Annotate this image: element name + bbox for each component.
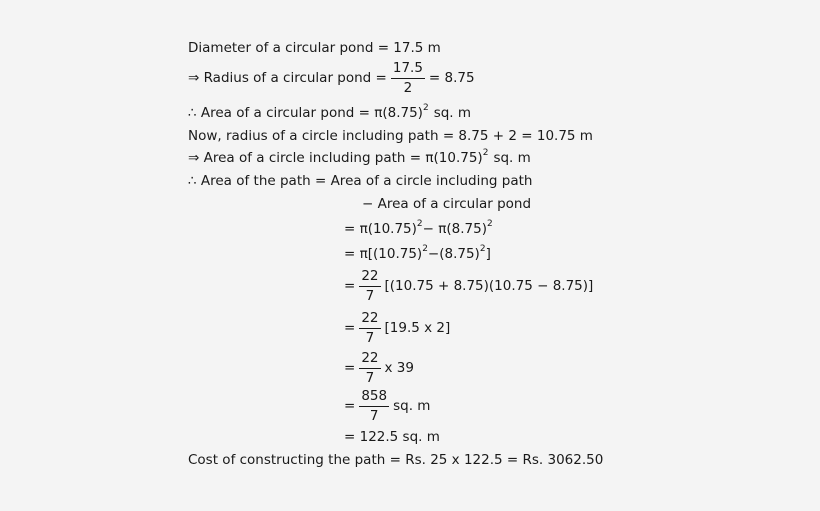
step-2-part-a: = π[(10.75) xyxy=(344,246,423,262)
step-2-part-c: ] xyxy=(485,246,491,262)
path-radius-text: Now, radius of a circle including path = 8.75 + 2 = 10.75 m xyxy=(188,128,593,144)
step-3-line xyxy=(344,270,593,303)
pond-area-label: ∴ Area of a circular pond = π(8.75) xyxy=(188,105,423,121)
step-2-part-b: −(8.75) xyxy=(427,246,480,262)
step-1-line: = π(10.75) $^2$ − π(8.75) $^2$ xyxy=(344,218,493,237)
path-area-continuation xyxy=(362,198,531,212)
step-2-line: = π[(10.75) $^2$ −(8.75) $^2$ ] xyxy=(344,243,491,262)
fraction-denominator: 2 xyxy=(403,79,413,96)
step-7-line xyxy=(344,431,440,445)
fraction-22-7 xyxy=(359,352,380,385)
fraction-22-7 xyxy=(359,270,380,303)
diameter-text: Diameter of a circular pond = 17.5 m xyxy=(188,40,441,56)
fraction-denominator: 7 xyxy=(369,407,379,424)
path-area-continuation-text: − Area of a circular pond xyxy=(362,196,532,212)
step-1-part-a: = π(10.75) xyxy=(344,221,417,237)
unit: sq. m xyxy=(433,105,472,121)
step-5-expression: x 39 xyxy=(384,359,414,376)
step-5-line xyxy=(344,352,414,385)
fraction-numerator: 17.5 xyxy=(391,62,425,79)
step-3-expression: [(10.75 + 8.75)(10.75 − 8.75)] xyxy=(384,277,594,294)
path-area-line xyxy=(188,175,532,189)
equals-sign: = xyxy=(344,359,356,376)
cost-line xyxy=(188,454,603,468)
fraction-numerator: 22 xyxy=(359,352,380,369)
radius-line xyxy=(188,62,475,95)
pond-area-line: ∴ Area of a circular pond = π(8.75) $^2$ sq. m xyxy=(188,102,472,121)
fraction-22-7 xyxy=(359,312,380,345)
fraction-858-7 xyxy=(359,390,389,423)
step-4-expression: [19.5 x 2] xyxy=(384,319,451,336)
radius-label: ⇒ Radius of a circular pond = xyxy=(188,69,387,86)
step-1-part-b: − π(8.75) xyxy=(422,221,487,237)
cost-text: Cost of constructing the path = Rs. 25 x 122.5 = Rs. 3062.50 xyxy=(188,452,604,468)
fraction-denominator: 7 xyxy=(365,287,375,304)
circle-area-line: ⇒ Area of a circle including path = π(10.75) $^2$ sq. m xyxy=(188,147,531,166)
fraction-denominator: 7 xyxy=(365,329,375,346)
step-6-line xyxy=(344,390,430,423)
radius-fraction xyxy=(391,62,425,95)
fraction-numerator: 22 xyxy=(359,312,380,329)
path-radius-line xyxy=(188,130,593,144)
circle-area-label: ⇒ Area of a circle including path = π(10.75) xyxy=(188,150,483,166)
fraction-numerator: 858 xyxy=(359,390,389,407)
radius-result: = 8.75 xyxy=(428,69,475,86)
equals-sign: = xyxy=(344,277,356,294)
unit: sq. m xyxy=(493,150,531,166)
equals-sign: = xyxy=(344,319,356,336)
fraction-numerator: 22 xyxy=(359,270,380,287)
path-area-text: ∴ Area of the path = Area of a circle including path xyxy=(188,173,533,189)
path-area-result: = 122.5 sq. m xyxy=(344,429,440,445)
equals-sign: = xyxy=(344,397,356,414)
diameter-line xyxy=(188,42,441,56)
unit: sq. m xyxy=(393,397,431,414)
step-4-line xyxy=(344,312,450,345)
fraction-denominator: 7 xyxy=(365,369,375,386)
